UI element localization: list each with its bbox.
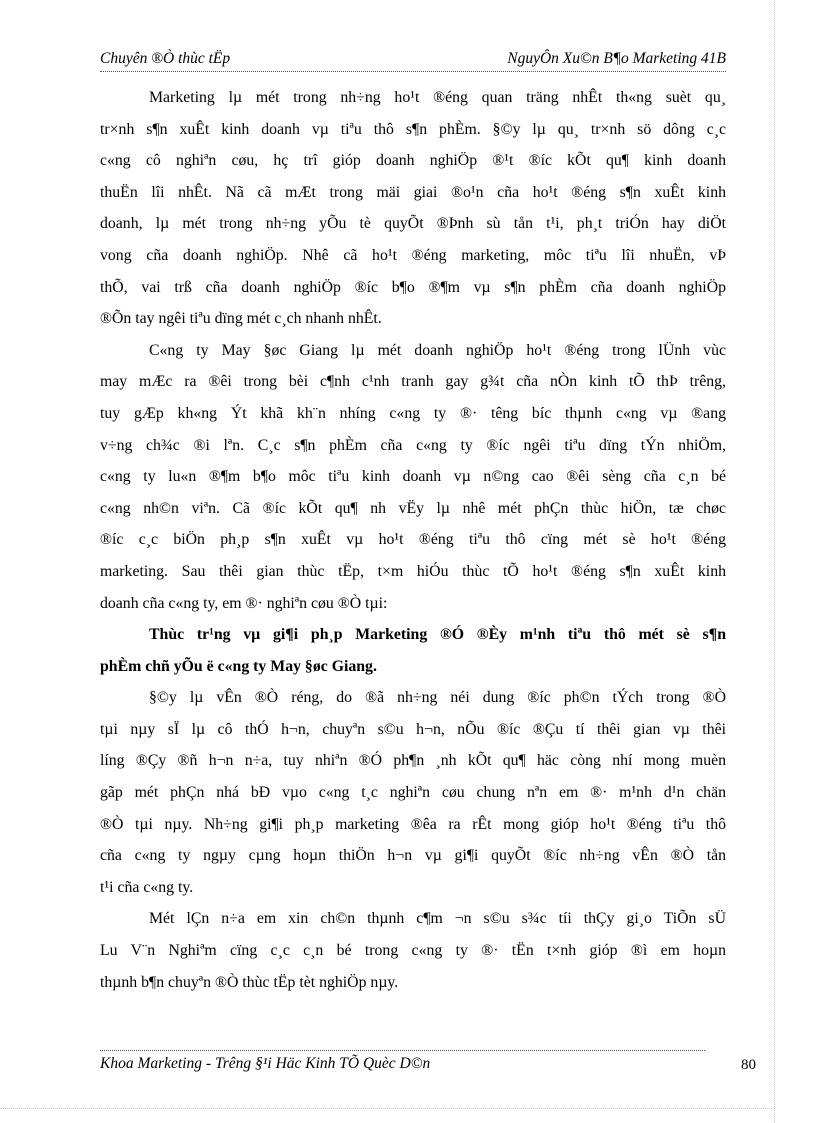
text-line: c«ng cô nghiªn cøu, hç trî gióp doanh nghiÖp ®¹t ®íc kÕt qu¶ kinh doanh: [100, 152, 726, 170]
header-title: Chuyên ®Ò thùc tËp: [100, 50, 231, 67]
text-line: tuy gÆp kh«ng Ýt khã kh¨n nhíng c«ng ty ®· têng bíc thµnh c«ng vµ ®ang: [100, 404, 726, 422]
text-line: v÷ng ch¾c ®i lªn. C¸c s¶n phÈm cña c«ng ty ®íc ngêi tiªu dïng tÝn nhiÖm,: [100, 436, 726, 454]
text-line: §©y lµ vÊn ®Ò réng, do ®ã nh÷ng néi dung ®íc ph©n tÝch trong ®Ò: [149, 689, 726, 707]
footer-rule: [100, 1050, 705, 1051]
text-line: Mét lÇn n÷a em xin ch©n thµnh c¶m ¬n s©u s¾c tíi thÇy gi¸o TiÕn sÜ: [149, 910, 726, 928]
text-line: thuËn lîi nhÊt. Nã cã mÆt trong mäi giai ®o¹n cña ho¹t ®éng s¶n xuÊt kinh: [100, 183, 726, 201]
text-line: C«ng ty May §øc Giang lµ mét doanh nghiÖp ho¹t ®éng trong lÜnh vùc: [149, 341, 726, 359]
text-line: t¹i cña c«ng ty.: [100, 878, 194, 896]
text-line: cña c«ng ty ngµy cµng hoµn thiÖn h¬n vµ gi¶i quyÕt ®íc nh÷ng vÊn ®Ò tån: [100, 847, 726, 865]
text-line: líng ®Çy ®ñ h¬n n÷a, tuy nhiªn ®Ó ph¶n ¸nh kÕt qu¶ häc còng nhí mong muèn: [100, 752, 726, 770]
text-line: Thùc tr¹ng vµ gi¶i ph¸p Marketing ®Ó ®Èy m¹nh tiªu thô mét sè s¶n: [149, 626, 726, 644]
text-line: c«ng nh©n viªn. Cã ®íc kÕt qu¶ nh vËy lµ nhê mét phÇn thùc hiÖn, tæ chøc: [100, 499, 726, 517]
paragraph: [100, 82, 726, 335]
document-body: [100, 82, 726, 998]
page-number: 80: [741, 1057, 756, 1073]
page-edge-right: [774, 0, 775, 1123]
paragraph: [100, 682, 726, 903]
text-line: Lu V¨n Nghiªm cïng c¸c c¸n bé trong c«ng ty ®· tËn t×nh gióp ®ì em hoµn: [100, 942, 726, 960]
page-edge-bottom: [0, 1108, 774, 1109]
text-line: vong cña doanh nghiÖp. Nhê cã ho¹t ®éng marketing, môc tiªu lîi nhuËn, vÞ: [100, 246, 726, 264]
text-line: ®Ò tµi nµy. Nh÷ng gi¶i ph¸p marketing ®êa ra rÊt mong gióp ho¹t ®éng tiªu thô: [100, 815, 726, 833]
paragraph: [100, 335, 726, 619]
text-line: ®Õn tay ngêi tiªu dïng mét c¸ch nhanh nhÊt.: [100, 310, 382, 328]
header-author: NguyÔn Xu©n B¶o Marketing 41B: [507, 50, 726, 67]
text-line: tµi nµy sÏ lµ cô thÓ h¬n, chuyªn s©u h¬n, nÕu ®íc ®Çu tí thêi gian vµ thêi: [100, 720, 726, 738]
text-line: phÈm chñ yÕu ë c«ng ty May §øc Giang.: [100, 657, 377, 675]
text-line: ®íc c¸c biÖn ph¸p s¶n xuÊt vµ ho¹t ®éng tiªu thô cïng mét sè ho¹t ®éng: [100, 531, 726, 549]
paragraph: [100, 903, 726, 998]
text-line: c«ng ty lu«n ®¶m b¶o môc tiªu kinh doanh vµ n©ng cao ®êi sèng cña c¸n bé: [100, 468, 726, 486]
text-line: marketing. Sau thêi gian thùc tËp, t×m hiÓu thùc tÕ ho¹t ®éng s¶n xuÊt kinh: [100, 562, 726, 580]
text-line: doanh, lµ mét trong nh÷ng yÕu tè quyÕt ®Þnh sù tån t¹i, ph¸t triÓn hay diÖt: [100, 215, 726, 233]
footer-text: Khoa Marketing - Trêng §¹i Häc Kinh TÕ Quèc D©n: [100, 1055, 431, 1072]
header-rule: [100, 71, 726, 72]
text-line: gãp mét phÇn nhá bÐ vµo c«ng t¸c nghiªn cøu chung nªn em ®· m¹nh d¹n chän: [100, 784, 726, 802]
text-line: may mÆc ra ®êi trong bèi c¶nh c¹nh tranh gay g¾t cña nÒn kinh tÕ thÞ trêng,: [100, 373, 726, 391]
text-line: thÕ, vai trß cña doanh nghiÖp ®íc b¶o ®¶m vµ s¶n phÈm cña doanh nghiÖp: [100, 278, 726, 296]
paragraph: [100, 619, 726, 682]
page-header: [100, 50, 726, 72]
text-line: tr×nh s¶n xuÊt kinh doanh vµ tiªu thô s¶n phÈm. §©y lµ qu¸ tr×nh sö dông c¸c: [100, 120, 726, 138]
text-line: doanh cña c«ng ty, em ®· nghiªn cøu ®Ò tµi:: [100, 594, 388, 612]
text-line: Marketing lµ mét trong nh÷ng ho¹t ®éng quan träng nhÊt th«ng suèt qu¸: [149, 89, 726, 106]
text-line: thµnh b¶n chuyªn ®Ò thùc tËp tèt nghiÖp nµy.: [100, 973, 399, 991]
